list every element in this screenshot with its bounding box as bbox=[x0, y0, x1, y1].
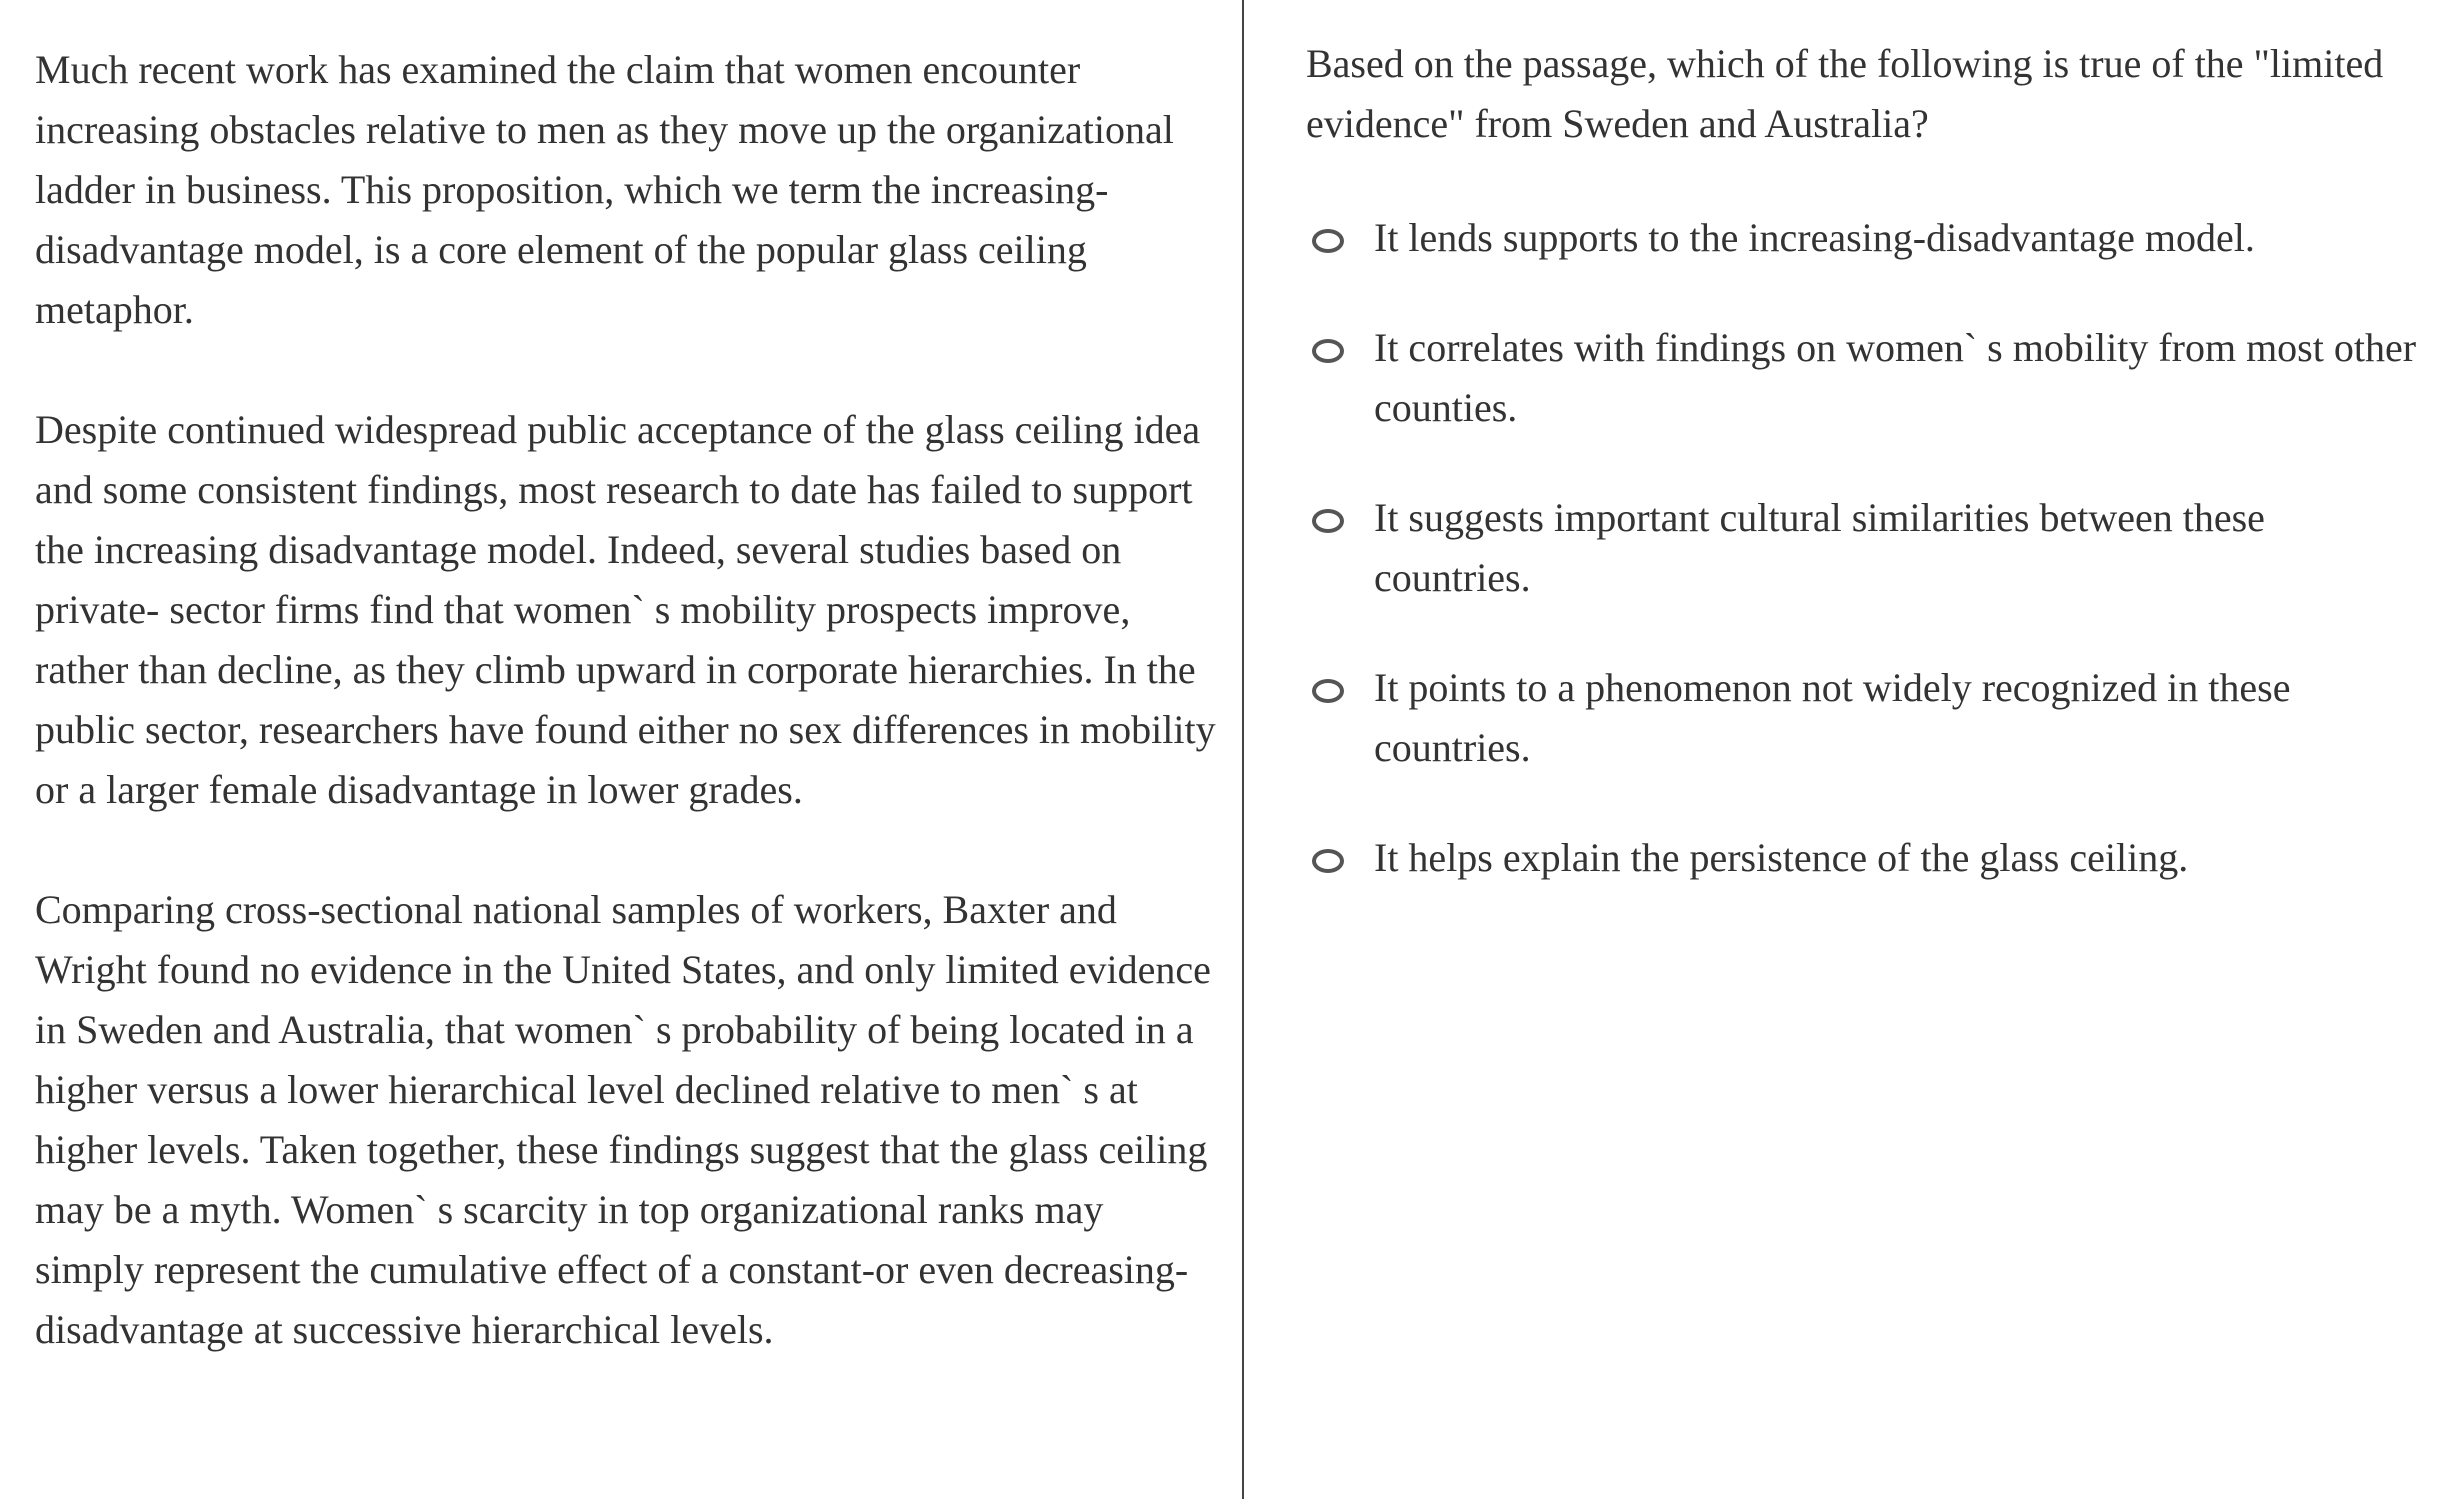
radio-button-icon[interactable] bbox=[1312, 229, 1344, 253]
question-stem: Based on the passage, which of the following is true of the "limited evidence" from Sweden and Australia? bbox=[1306, 41, 2384, 146]
answer-choice-5[interactable] bbox=[1306, 828, 2420, 888]
answer-choice-2[interactable] bbox=[1306, 318, 2420, 438]
answer-choice-3[interactable] bbox=[1306, 488, 2420, 608]
question-pane bbox=[1246, 0, 2460, 1499]
answer-choice-label[interactable]: It lends supports to the increasing-disadvantage model. bbox=[1374, 215, 2255, 260]
radio-button-icon[interactable] bbox=[1312, 339, 1344, 363]
passage-paragraph-1: Much recent work has examined the claim that women encounter increasing obstacles relative to men as they move up the organizational ladder in business. This proposition, which we term the increasing-disadvantage model, is a core element of the popular glass ceiling metaphor. bbox=[35, 47, 1174, 332]
answer-choice-label[interactable]: It points to a phenomenon not widely recognized in these countries. bbox=[1374, 665, 2291, 770]
passage-paragraph-2: Despite continued widespread public acceptance of the glass ceiling idea and some consistent findings, most research to date has failed to support the increasing disadvantage model. Indeed, several studies based on private- sector firms find that women` s mobility prospects improve, rather than decline, as they climb upward in corporate hierarchies. In the public sector, researchers have found either no sex differences in mobility or a larger female disadvantage in lower grades. bbox=[35, 407, 1216, 812]
answer-choice-1[interactable] bbox=[1306, 208, 2420, 268]
answer-choice-label[interactable]: It helps explain the persistence of the glass ceiling. bbox=[1374, 835, 2189, 880]
radio-button-icon[interactable] bbox=[1312, 509, 1344, 533]
radio-button-icon[interactable] bbox=[1312, 679, 1344, 703]
radio-button-icon[interactable] bbox=[1312, 849, 1344, 873]
passage-paragraph-3: Comparing cross-sectional national samples of workers, Baxter and Wright found no evidence in the United States, and only limited evidence in Sweden and Australia, that women` s probability of being located in a higher versus a lower hierarchical level declined relative to men` s at higher levels. Taken together, these findings suggest that the glass ceiling may be a myth. Women` s scarcity in top organizational ranks may simply represent the cumulative effect of a constant-or even decreasing-disadvantage at successive hierarchical levels. bbox=[35, 887, 1211, 1352]
answer-choice-label[interactable]: It correlates with findings on women` s mobility from most other counties. bbox=[1374, 325, 2417, 430]
answer-choice-label[interactable]: It suggests important cultural similarities between these countries. bbox=[1374, 495, 2265, 600]
answer-choice-4[interactable] bbox=[1306, 658, 2420, 778]
